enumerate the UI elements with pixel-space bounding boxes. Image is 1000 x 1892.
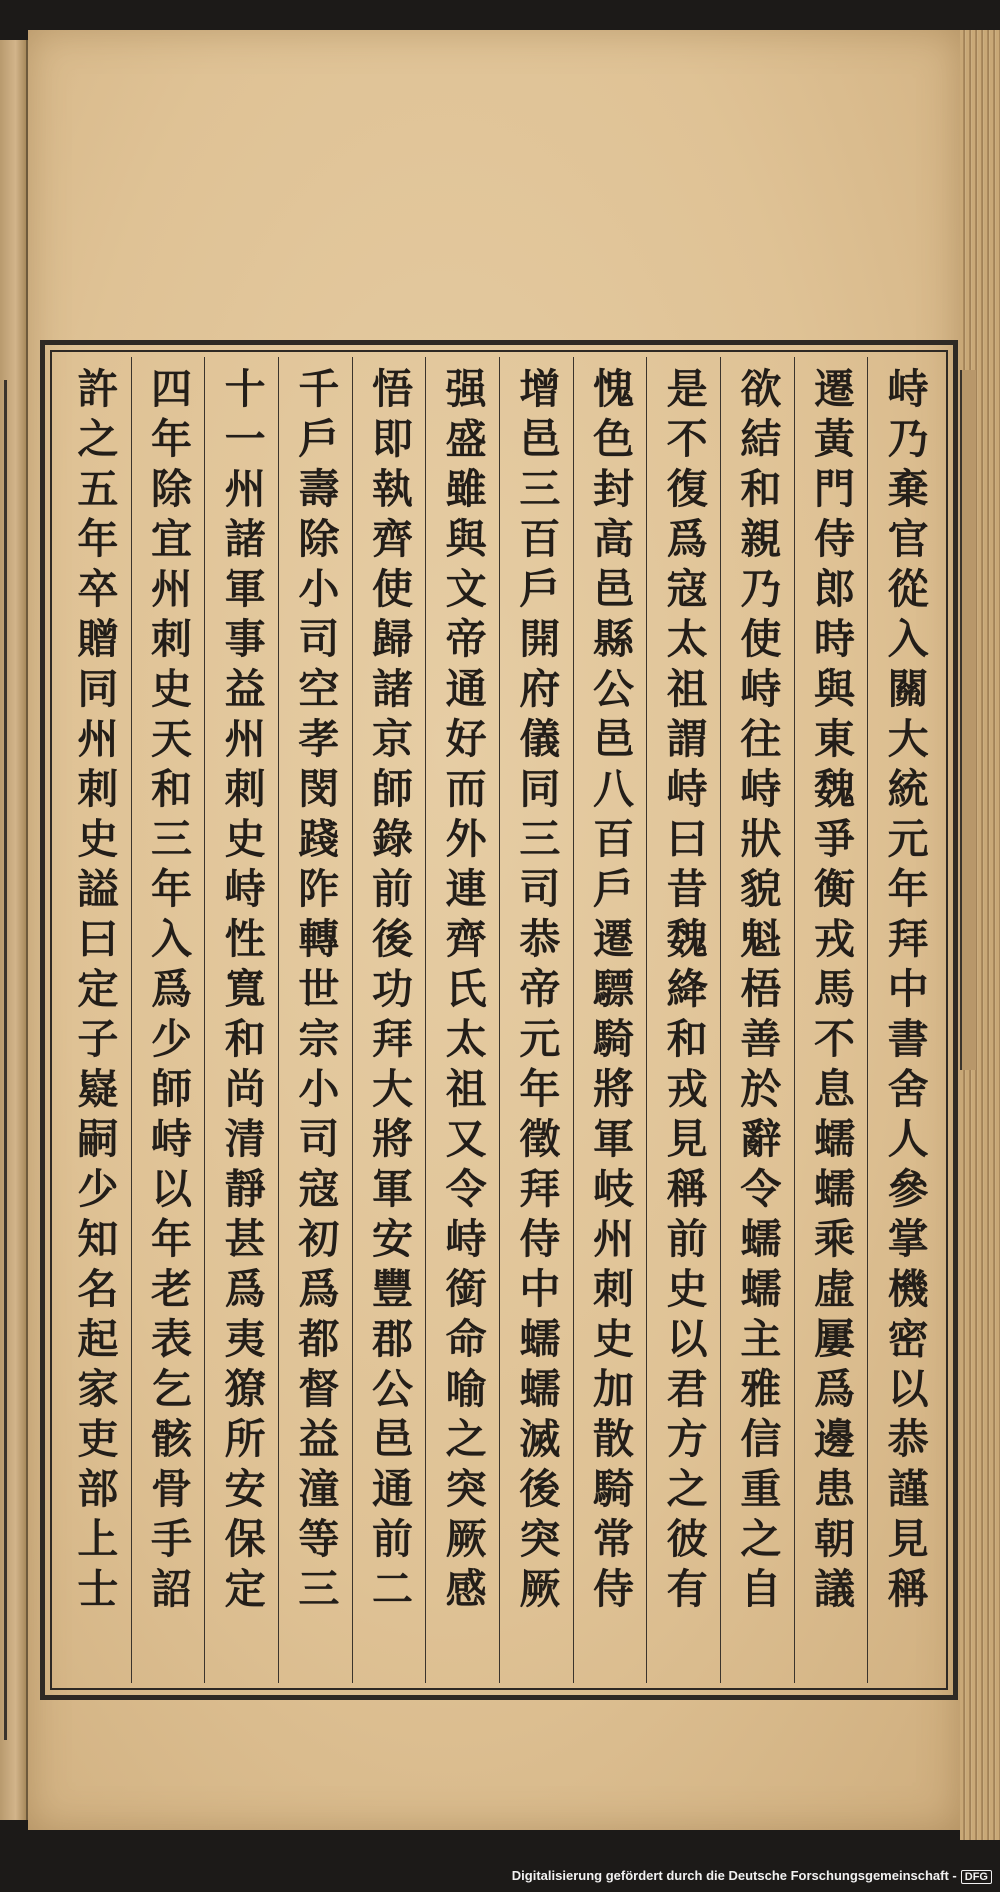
credit-text: Digitalisierung gefördert durch die Deutsche Forschungsgemeinschaft -	[511, 1868, 957, 1883]
column-rule	[278, 357, 279, 1683]
column-text: 千戶壽除小司空孝閔踐阼轉世宗小司寇初爲都督益潼等三	[291, 367, 340, 1617]
column-rule	[646, 357, 647, 1683]
column-text: 十一州諸軍事益州刺史峙性寬和尚清靜甚爲夷獠所安保定	[217, 367, 266, 1617]
text-column-12	[57, 357, 131, 1683]
column-text: 峙乃棄官從入關大統元年拜中書舍人參掌機密以恭謹見稱	[880, 367, 929, 1617]
column-rule	[794, 357, 795, 1683]
column-text: 愧色封高邑縣公邑八百戶遷驃騎將軍岐州刺史加散騎常侍	[585, 367, 634, 1617]
text-column-10	[204, 357, 278, 1683]
column-text: 欲結和親乃使峙往峙狀貌魁梧善於辭令蠕蠕主雅信重之自	[733, 367, 782, 1617]
left-page-border-rule	[4, 380, 21, 1740]
column-text: 是不復爲寇太祖謂峙曰昔魏絳和戎見稱前史以君方之彼有	[659, 367, 708, 1617]
column-text: 增邑三百戶開府儀同三司恭帝元年徵拜侍中蠕蠕滅後突厥	[512, 367, 561, 1617]
column-rule	[720, 357, 721, 1683]
column-text: 許之五年卒贈同州刺史謚曰定子嶷嗣少知名起家吏部上士	[70, 367, 119, 1617]
text-column-5	[573, 357, 647, 1683]
page-stack-edges	[960, 30, 1000, 1840]
column-text: 强盛雖與文帝通好而外連齊氏太祖又令峙銜命喻之突厥感	[438, 367, 487, 1617]
column-text: 四年除宜州刺史天和三年入爲少師峙以年老表乞骸骨手詔	[143, 367, 192, 1617]
dfg-logo-icon: DFG	[961, 1870, 992, 1884]
text-frame	[40, 340, 958, 1700]
text-column-8	[352, 357, 426, 1683]
text-column-6	[499, 357, 573, 1683]
column-rule	[867, 357, 868, 1683]
text-column-9	[278, 357, 352, 1683]
column-rule	[131, 357, 132, 1683]
column-rule	[425, 357, 426, 1683]
column-rule	[352, 357, 353, 1683]
text-column-1	[867, 357, 941, 1683]
digitization-credit	[512, 1868, 992, 1884]
left-page-edge	[0, 40, 28, 1820]
text-column-7	[425, 357, 499, 1683]
text-column-4	[646, 357, 720, 1683]
text-column-2	[794, 357, 868, 1683]
column-rule	[499, 357, 500, 1683]
column-rule	[204, 357, 205, 1683]
column-text: 悟即執齊使歸諸京師錄前後功拜大將軍安豐郡公邑通前二	[364, 367, 413, 1617]
text-column-11	[131, 357, 205, 1683]
column-rule	[573, 357, 574, 1683]
column-text: 遷黃門侍郎時與東魏爭衡戎馬不息蠕蠕乘虛屢爲邊患朝議	[806, 367, 855, 1617]
fold-tab	[960, 370, 976, 1070]
text-column-3	[720, 357, 794, 1683]
